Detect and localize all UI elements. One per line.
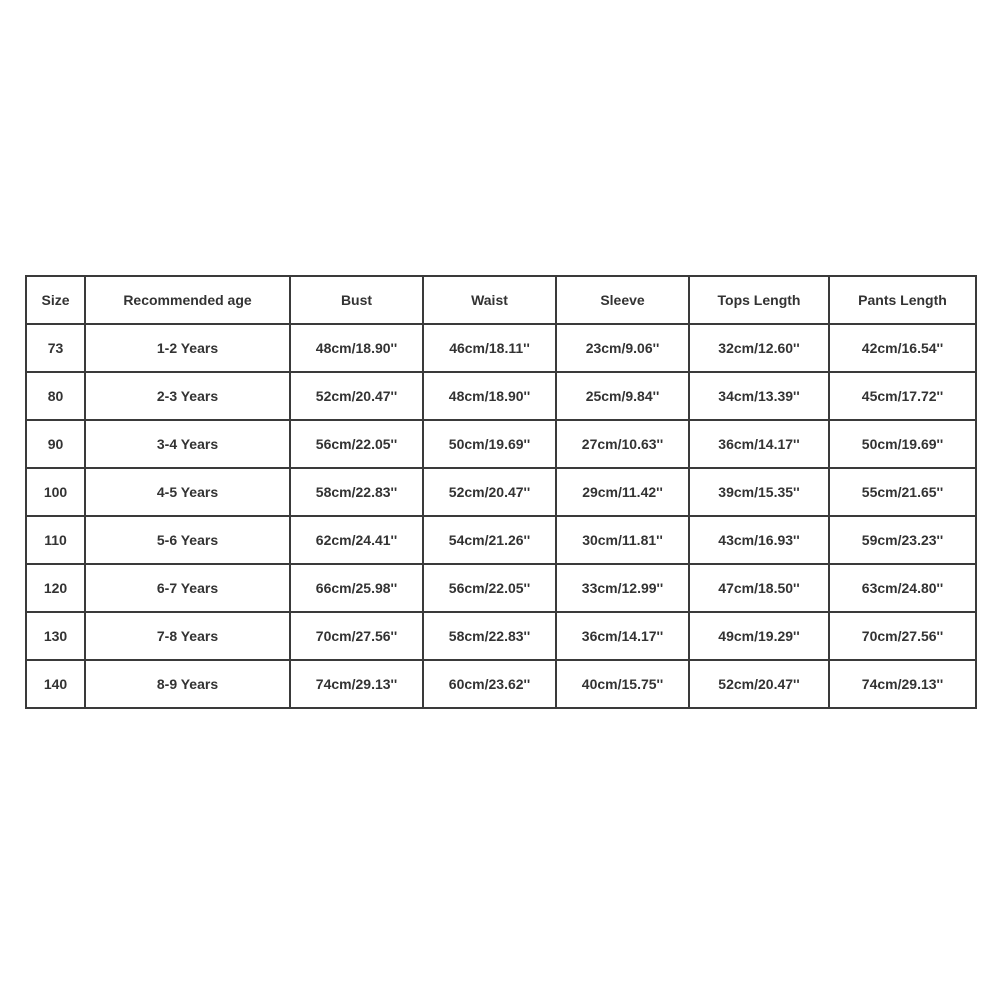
- cell-recommended-age: 8-9 Years: [85, 660, 290, 708]
- cell-size: 140: [26, 660, 85, 708]
- cell-size: 100: [26, 468, 85, 516]
- cell-sleeve: 40cm/15.75'': [556, 660, 689, 708]
- cell-pants-length: 70cm/27.56'': [829, 612, 976, 660]
- cell-sleeve: 23cm/9.06'': [556, 324, 689, 372]
- cell-tops-length: 36cm/14.17'': [689, 420, 829, 468]
- cell-size: 90: [26, 420, 85, 468]
- cell-sleeve: 27cm/10.63'': [556, 420, 689, 468]
- cell-recommended-age: 4-5 Years: [85, 468, 290, 516]
- cell-sleeve: 30cm/11.81'': [556, 516, 689, 564]
- header-size: Size: [26, 276, 85, 324]
- cell-bust: 70cm/27.56'': [290, 612, 423, 660]
- cell-sleeve: 25cm/9.84'': [556, 372, 689, 420]
- cell-tops-length: 34cm/13.39'': [689, 372, 829, 420]
- table-row: [26, 420, 976, 468]
- cell-recommended-age: 5-6 Years: [85, 516, 290, 564]
- table-row: [26, 324, 976, 372]
- cell-pants-length: 45cm/17.72'': [829, 372, 976, 420]
- cell-sleeve: 29cm/11.42'': [556, 468, 689, 516]
- cell-size: 130: [26, 612, 85, 660]
- header-bust: Bust: [290, 276, 423, 324]
- cell-tops-length: 39cm/15.35'': [689, 468, 829, 516]
- cell-recommended-age: 3-4 Years: [85, 420, 290, 468]
- cell-waist: 60cm/23.62'': [423, 660, 556, 708]
- cell-size: 80: [26, 372, 85, 420]
- cell-bust: 62cm/24.41'': [290, 516, 423, 564]
- cell-waist: 56cm/22.05'': [423, 564, 556, 612]
- table-row: [26, 468, 976, 516]
- cell-size: 120: [26, 564, 85, 612]
- header-row: [26, 276, 976, 324]
- cell-pants-length: 74cm/29.13'': [829, 660, 976, 708]
- cell-recommended-age: 7-8 Years: [85, 612, 290, 660]
- cell-pants-length: 63cm/24.80'': [829, 564, 976, 612]
- cell-recommended-age: 2-3 Years: [85, 372, 290, 420]
- header-tops-length: Tops Length: [689, 276, 829, 324]
- cell-sleeve: 36cm/14.17'': [556, 612, 689, 660]
- cell-bust: 58cm/22.83'': [290, 468, 423, 516]
- cell-size: 110: [26, 516, 85, 564]
- cell-bust: 48cm/18.90'': [290, 324, 423, 372]
- cell-tops-length: 32cm/12.60'': [689, 324, 829, 372]
- table-row: [26, 372, 976, 420]
- header-recommended-age: Recommended age: [85, 276, 290, 324]
- cell-recommended-age: 1-2 Years: [85, 324, 290, 372]
- cell-tops-length: 52cm/20.47'': [689, 660, 829, 708]
- table-row: [26, 660, 976, 708]
- cell-bust: 66cm/25.98'': [290, 564, 423, 612]
- cell-waist: 54cm/21.26'': [423, 516, 556, 564]
- header-sleeve: Sleeve: [556, 276, 689, 324]
- cell-bust: 74cm/29.13'': [290, 660, 423, 708]
- cell-pants-length: 59cm/23.23'': [829, 516, 976, 564]
- cell-tops-length: 49cm/19.29'': [689, 612, 829, 660]
- cell-waist: 48cm/18.90'': [423, 372, 556, 420]
- cell-waist: 50cm/19.69'': [423, 420, 556, 468]
- cell-pants-length: 42cm/16.54'': [829, 324, 976, 372]
- table-row: [26, 612, 976, 660]
- table-row: [26, 564, 976, 612]
- header-pants-length: Pants Length: [829, 276, 976, 324]
- cell-waist: 58cm/22.83'': [423, 612, 556, 660]
- cell-waist: 52cm/20.47'': [423, 468, 556, 516]
- cell-bust: 52cm/20.47'': [290, 372, 423, 420]
- cell-bust: 56cm/22.05'': [290, 420, 423, 468]
- header-waist: Waist: [423, 276, 556, 324]
- cell-waist: 46cm/18.11'': [423, 324, 556, 372]
- cell-sleeve: 33cm/12.99'': [556, 564, 689, 612]
- cell-tops-length: 47cm/18.50'': [689, 564, 829, 612]
- cell-pants-length: 50cm/19.69'': [829, 420, 976, 468]
- cell-recommended-age: 6-7 Years: [85, 564, 290, 612]
- cell-pants-length: 55cm/21.65'': [829, 468, 976, 516]
- table-row: [26, 516, 976, 564]
- cell-size: 73: [26, 324, 85, 372]
- cell-tops-length: 43cm/16.93'': [689, 516, 829, 564]
- size-chart-table: [25, 275, 977, 709]
